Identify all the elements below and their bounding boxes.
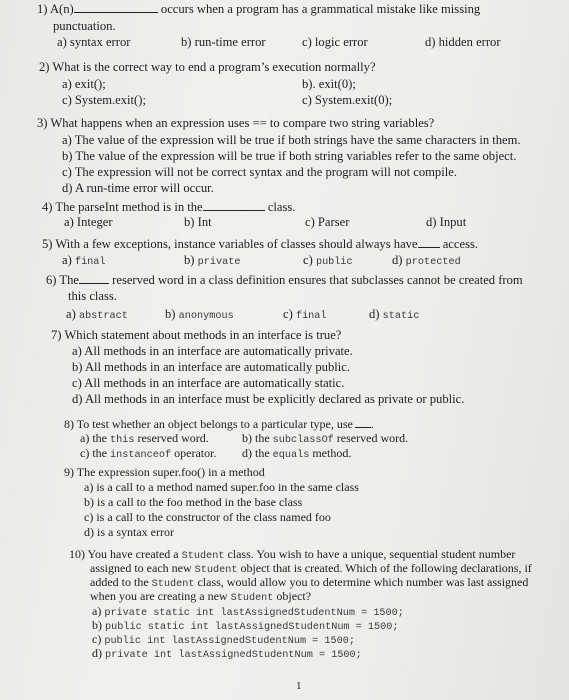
q8-blank	[355, 427, 371, 428]
q6-option-a	[66, 308, 128, 322]
q6-text-end: reserved word in a class definition ensures that subclasses cannot be created from	[112, 273, 523, 287]
q6-option-c-code: final	[295, 311, 327, 322]
q8-line1	[64, 418, 374, 430]
q10-option-c-label: c)	[92, 632, 102, 646]
q1-blank	[74, 12, 158, 13]
q5-option-a-label: a)	[62, 253, 72, 267]
q8-option-d-pre: d) the	[242, 446, 270, 460]
q9-text: 9) The expression super.foo() in a method	[64, 465, 265, 479]
q1-option-d: d) hidden error	[425, 35, 501, 49]
q5-option-c	[303, 254, 353, 268]
q10-line1-code: Student	[181, 551, 225, 562]
q10-option-b-label: b)	[92, 618, 102, 632]
q8-option-c-code: instanceof	[109, 450, 172, 461]
q10-line1-post: class. You wish to have a unique, sequential student number	[227, 547, 516, 561]
q2-text: 2) What is the correct way to end a program’s execution normally?	[39, 60, 376, 74]
q8-option-a-post: reserved word.	[137, 431, 209, 445]
q4-option-c: c) Parser	[305, 215, 350, 229]
q10-option-c	[92, 633, 355, 647]
q5-text-end: access.	[442, 237, 479, 251]
q1-text: occurs when a program has a grammatical mistake like missing	[160, 2, 481, 16]
q10-option-d-label: d)	[92, 646, 102, 660]
q5-blank	[418, 247, 440, 248]
q6-option-d	[369, 308, 419, 322]
q7-option-a: a) All methods in an interface are automatically private.	[72, 344, 353, 358]
q4-text: 4) The parseInt method is in the	[42, 200, 203, 214]
q9-option-b: b) is a call to the foo method in the base class	[84, 495, 303, 509]
q10-option-b-code: public static int lastAssignedStudentNum = 1500;	[105, 622, 399, 633]
q1-number: 1) A(n)	[37, 2, 74, 16]
q10-line4-pre: when you are creating a new	[90, 589, 228, 603]
q10-line3-code: Student	[151, 579, 195, 590]
q10-line3-post: class, would allow you to determine which number was last assigned	[197, 575, 529, 589]
q6-option-c	[283, 308, 327, 322]
q6-line1	[46, 274, 523, 287]
q4-text-end: class.	[267, 200, 296, 214]
q5-text: 5) With a few exceptions, instance variables of classes should always have	[42, 237, 418, 251]
q2-option-c: c) System.exit();	[62, 93, 146, 107]
q5-option-d	[392, 254, 461, 268]
q5-option-d-label: d)	[392, 253, 403, 267]
q8-option-c-post: operator.	[174, 446, 217, 460]
q8-option-b-code: subclassOf	[272, 435, 334, 446]
q3-option-c: c) The expression will not be correct syntax and the program will not compile.	[62, 165, 457, 179]
q10-line4-post: object?	[276, 589, 312, 603]
q10-option-d	[92, 647, 362, 661]
q5-line1	[42, 238, 478, 251]
q10-option-a-label: a)	[92, 604, 102, 618]
q4-blank	[203, 210, 265, 211]
q7-option-d: d) All methods in an interface must be explicitly declared as private or public.	[72, 392, 465, 406]
q10-option-d-code: private int lastAssignedStudentNum = 1500;	[105, 650, 362, 661]
q6-option-d-code: static	[382, 311, 420, 322]
q6-text: 6) The	[46, 273, 79, 287]
q6-option-b-code: anonymous	[178, 311, 234, 322]
q6-option-a-label: a)	[66, 307, 76, 321]
q10-line4	[90, 590, 311, 604]
q6-option-d-label: d)	[369, 307, 380, 321]
q8-option-a-pre: a) the	[80, 431, 107, 445]
q6-option-b-label: b)	[165, 307, 176, 321]
q9-option-a: a) is a call to a method named super.foo in the same class	[84, 480, 359, 494]
q4-option-a: a) Integer	[64, 215, 113, 229]
q8-option-d-code: equals	[272, 450, 310, 461]
q7-text: 7) Which statement about methods in an interface is true?	[51, 328, 342, 342]
q10-line2-post: object that is created. Which of the following declarations, if	[240, 561, 532, 575]
q9-option-d: d) is a syntax error	[84, 525, 174, 539]
q6-option-c-label: c)	[283, 307, 293, 321]
q7-option-c: c) All methods in an interface are automatically static.	[72, 376, 345, 390]
q5-option-a	[62, 254, 106, 268]
q10-option-c-code: public int lastAssignedStudentNum = 1500;	[104, 636, 355, 647]
q8-option-b-pre: b) the	[242, 431, 270, 445]
q1-line1	[37, 3, 480, 16]
q5-option-a-code: final	[74, 257, 106, 268]
q6-option-a-code: abstract	[78, 311, 128, 322]
q10-line2-code: Student	[194, 565, 238, 576]
q6-line2: this class.	[68, 289, 117, 303]
q10-option-a-code: private static int lastAssignedStudentNum = 1500;	[104, 608, 404, 619]
q5-option-d-code: protected	[405, 257, 461, 268]
q7-option-b: b) All methods in an interface are automatically public.	[72, 360, 351, 374]
q8-option-b	[242, 432, 408, 446]
q8-option-b-post: reserved word.	[336, 431, 409, 445]
q10-line4-code: Student	[230, 593, 274, 604]
q8-option-a-code: this	[109, 435, 135, 446]
q2-option-a: a) exit();	[62, 77, 106, 91]
q8-text: 8) To test whether an object belongs to a particular type, use	[64, 417, 353, 431]
q5-option-c-code: public	[315, 257, 353, 268]
q4-option-d: d) Input	[426, 215, 467, 229]
q8-option-c-pre: c) the	[80, 446, 107, 460]
q3-option-a: a) The value of the expression will be true if both strings have the same characters in them.	[62, 133, 521, 147]
q5-option-c-label: c)	[303, 253, 313, 267]
q6-option-b	[165, 308, 234, 322]
q10-option-a	[92, 605, 404, 619]
q8-text-end: .	[370, 417, 374, 431]
q2-option-b: b). exit(0);	[302, 77, 356, 91]
q6-blank	[79, 283, 109, 284]
q3-option-d: d) A run-time error will occur.	[62, 181, 214, 195]
q1-option-c: c) logic error	[302, 35, 368, 49]
q3-option-b: b) The value of the expression will be true if both string variables refer to the same object.	[62, 149, 517, 163]
q8-option-d	[242, 447, 351, 461]
q1-option-a: a) syntax error	[57, 35, 131, 49]
q2-option-d: c) System.exit(0);	[302, 93, 393, 107]
q5-option-b-label: b)	[184, 253, 195, 267]
q5-option-b	[184, 254, 240, 268]
q10-line2-pre: assigned to each new	[90, 561, 192, 575]
q5-option-b-code: private	[197, 257, 241, 268]
q3-text: 3) What happens when an expression uses == to compare two string variables?	[37, 116, 435, 130]
q10-line1-pre: 10) You have created a	[69, 547, 179, 561]
q9-option-c: c) is a call to the constructor of the class named foo	[84, 510, 331, 524]
q10-option-b	[92, 619, 398, 633]
q4-line1	[42, 201, 295, 214]
q10-line3-pre: added to the	[90, 575, 149, 589]
q1-option-b: b) run-time error	[181, 35, 266, 49]
q8-option-c	[80, 447, 216, 461]
q8-option-d-post: method.	[312, 446, 352, 460]
q8-option-a	[80, 432, 209, 446]
page-number: 1	[296, 680, 302, 692]
q4-option-b: b) Int	[184, 215, 212, 229]
q1-line2: punctuation.	[53, 19, 116, 33]
